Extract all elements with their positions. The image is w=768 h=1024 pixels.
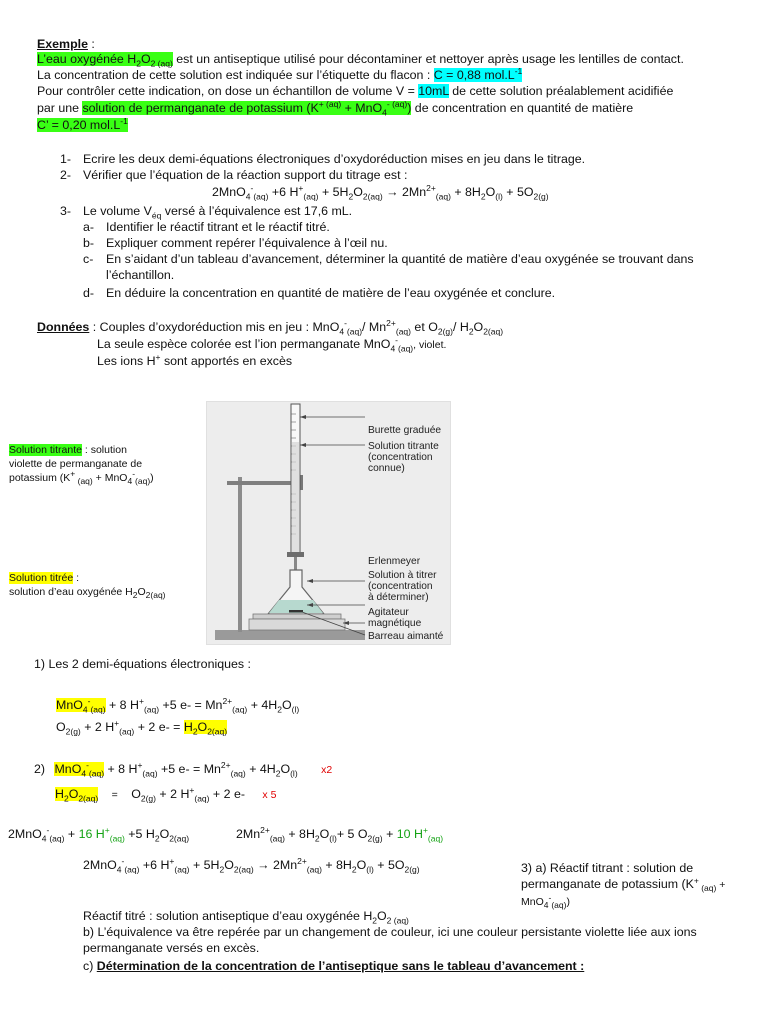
question-3b: b- Expliquer comment repérer l’équivalence à l’œil nu. (83, 236, 388, 250)
answer-3b-line-2: permanganate versés en excès. (83, 941, 260, 955)
question-3a: a- Identifier le réactif titrant et le réactif titré. (83, 220, 330, 234)
answer-2-eq2: $H_2O_{2(aq)} = O_{2(g)} + 2$ $H^+_{(aq)} + 2$ e- x 5 (55, 784, 277, 804)
titree-caption: Solution titrée : solution d’eau oxygénée $H_2O_{2(aq)}$ (9, 572, 166, 601)
half-equation-1: MnO$_4$-$_{(aq)}$ + 8 $H^+_{(aq)} +5$ $e- = Mn^{2+}_{(aq)} + 4H_2O_{(l)}$ (56, 695, 300, 715)
answer-3b-line-1: b) L’équivalence va être repérée par un changement de couleur, ici une couleur persistante violette liée aux ions (83, 925, 697, 939)
donnees-line-2: La seule espèce colorée est l’ion permanganate MnO$_4$-$_{(aq)}$, violet. (97, 334, 447, 354)
paragraph-line-3: Pour contrôler cette indication, on dose un échantillon de volume V = 10mL de cette solution préalablement acidifiée (37, 84, 674, 98)
answer-3a: 3) a) Réactif titrant : solution de permanganate de potassium (K+ $_{(aq)}$ + MnO$_4$-$_{(aq)}$) (521, 861, 726, 911)
label-solution-a-titrer: Solution à titrer (368, 570, 437, 581)
titration-setup-drawing (207, 402, 450, 644)
question-2: 2- Vérifier que l’équation de la réaction support du titrage est : (60, 168, 408, 182)
titrante-caption: Solution titrante : solution violette de permanganate de potassium (K+ $_{(aq)}$ + MnO$_4$-$_{(aq)}$) (9, 444, 154, 487)
label-titrante-3: connue) (368, 463, 405, 474)
question-3: 3- Le volume $V_{éq}$ versé à l’équivalence est 17,6 mL. (60, 204, 353, 221)
answer-2-eq1: 2) MnO$_4$-$_{(aq)}$ + 8 $H^+_{(aq)} +5$ $e- = Mn^{2+}_{(aq)} + 4H_2O_{(l)}$ x2 (34, 759, 333, 779)
paragraph-line-2: La concentration de cette solution est indiquée sur l’étiquette du flacon : C = 0,88 $mol.L^{-1}$ (37, 65, 523, 82)
paragraph-line-1: L’eau oxygénée $H_2O_{2 (aq)}$ est un antiseptique utilisé pour décontaminer et nettoyer après usage les lentilles de contact. (37, 52, 684, 69)
question-3c: c- En s’aidant d’un tableau d’avancement, déterminer la quantité de matière d’eau oxygénée se trouvant dans (83, 252, 694, 266)
donnees-line-3: Les ions H+ sont apportés en excès (97, 351, 293, 368)
titration-setup-figure (206, 401, 451, 645)
donnees-line-1: Données : Couples d’oxydoréduction mis en jeu : MnO$_4$-$_{(aq)}$/ $Mn^{2+}_{(aq)}$ et $O_{2(g)}/$ $H_2O_{2(aq)}$ (37, 317, 504, 337)
label-solution-a-titrer-3: à déterminer) (368, 592, 429, 603)
exercise-title: Exemple : (37, 37, 95, 51)
answer-3c-title: c) Détermination de la concentration de l’antiseptique sans le tableau d’avancement : (83, 959, 585, 973)
label-burette: Burette graduée (368, 425, 442, 436)
sum-equation-left: 2MnO$_4$-$_{(aq)}$ + 16 $H^+_{(aq)} +5$ $H_2O_{2(aq)}$ (8, 824, 190, 844)
label-barreau: Barreau aimanté (368, 631, 444, 642)
question-1: 1- Ecrire les deux demi-équations électroniques d’oxydoréduction mises en jeu dans le titrage. (60, 152, 586, 166)
label-solution-a-titrer-2: (concentration (368, 581, 433, 592)
label-titrante: Solution titrante (368, 441, 439, 452)
half-equation-2: $O_{2(g)} + 2$ $H^+_{(aq)} + 2$ $e- = H_2O_{2(aq)}$ (56, 717, 228, 737)
sum-equation-right: $2Mn^{2+}_{(aq)} + 8H_2O_{(l)}+ 5$ $O_{2(g)} + 10$ $H^+_{(aq)}$ (236, 824, 444, 844)
label-agitateur-2: magnétique (368, 618, 422, 629)
answer-titre: Réactif titré : solution antiseptique d’eau oxygénée $H_2O_{2 (aq)}$ (83, 909, 409, 926)
question-3d: d- En déduire la concentration en quantité de matière de l’eau oxygénée et conclure. (83, 286, 556, 300)
paragraph-line-5: C’ = 0,20 $mol.L^{-1}$ (37, 115, 128, 132)
label-erlenmeyer: Erlenmeyer (368, 556, 421, 567)
paragraph-line-4: par une solution de permanganate de potassium $(K^{+ (aq)} + MnO_4^{- (aq)})$ de concentration en quantité de matière (37, 98, 634, 118)
answer-1-title: 1) Les 2 demi-équations électroniques : (34, 657, 251, 671)
label-agitateur: Agitateur (368, 607, 409, 618)
question-3c-cont: l’échantillon. (106, 268, 175, 282)
global-equation: 2MnO$_4$-$_{(aq)}$ +6 $H^+_{(aq)} + 5H_2O_{2(aq)} \to 2Mn^{2+}_{(aq)} + 8H_2O_{(l)} + 5O_{2(g)}$ (83, 855, 420, 875)
label-titrante-2: (concentration (368, 452, 433, 463)
equation-support: 2MnO$_4$-$_{(aq)}$ +6 $H^+_{(aq)} + 5H_2O_{2(aq)} \to 2Mn^{2+}_{(aq)} + 8H_2O_{(l)} + 5O_{2(g)}$ (212, 182, 549, 202)
